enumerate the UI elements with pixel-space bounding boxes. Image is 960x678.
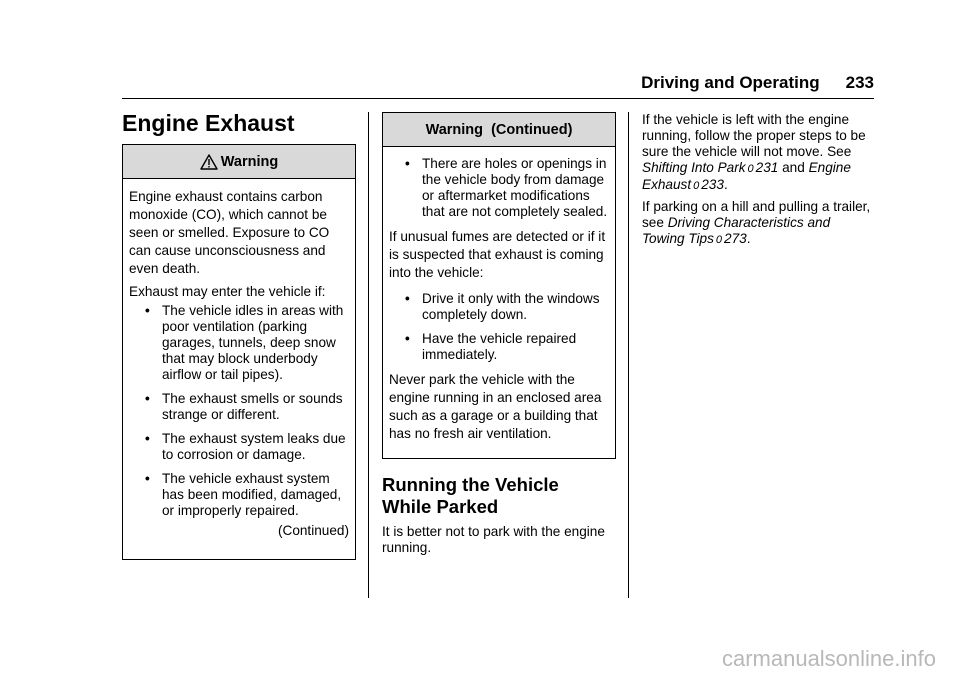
ref-arrow-icon: 0	[715, 234, 723, 246]
header-section-title: Driving and Operating	[641, 73, 820, 92]
title-line-1: Running the Vehicle	[382, 474, 559, 495]
bullet-text: The exhaust smells or sounds strange or different.	[162, 391, 343, 422]
list-item	[389, 156, 609, 220]
p2-text: If parking on a hill and pulling a trailer, see	[642, 199, 871, 230]
warning-continued-para2: Never park the vehicle with the engine running in an enclosed area such as a garage or a building that has no fresh air ventilation.	[389, 372, 602, 441]
ref-arrow-icon: 0	[747, 163, 754, 175]
warning-header	[123, 145, 355, 179]
bullet-dot: •	[405, 291, 410, 306]
bullet-text: The vehicle idles in areas with poor ventilation (parking garages, tunnels, deep snow that may block underbody airflow or tail pipes).	[162, 303, 344, 382]
continued-label: (Continued)	[277, 523, 349, 538]
ref-title: Engine Exhaust	[642, 160, 851, 192]
warning-continued-header	[383, 113, 615, 147]
list-item	[129, 471, 349, 519]
bullet-text: Drive it only with the windows completely down.	[422, 291, 600, 322]
list-item	[129, 391, 349, 423]
title-line-2: While Parked	[382, 496, 499, 517]
bullet-dot: •	[145, 303, 150, 318]
p1-text: If the vehicle is left with the engine running, follow the proper steps to be sure the vehicle will not move. See	[642, 112, 866, 159]
warning-lead: Exhaust may enter the vehicle if:	[129, 284, 326, 299]
column3-paragraph-2	[642, 199, 874, 248]
warning-heading: Warning	[220, 153, 279, 170]
column3-paragraph-1	[642, 112, 874, 194]
bullet-text: The exhaust system leaks due to corrosion or damage.	[162, 431, 346, 462]
list-item	[129, 303, 349, 383]
ref-page: 233	[701, 177, 724, 192]
list-item	[129, 431, 349, 463]
warning-continued-para1: If unusual fumes are detected or if it is suspected that exhaust is coming into the vehicle:	[389, 229, 606, 280]
header-rule	[122, 98, 874, 99]
bullet-text: The vehicle exhaust system has been modified, damaged, or improperly repaired.	[162, 471, 342, 518]
running-parked-text: It is better not to park with the engine running.	[382, 524, 605, 555]
ref-arrow-icon: 0	[693, 180, 700, 192]
list-item	[389, 291, 609, 323]
column-divider-2	[628, 112, 629, 598]
link-shifting-into-park[interactable]	[642, 160, 778, 175]
warning-intro: Engine exhaust contains carbon monoxide (CO), which cannot be seen or smelled. Exposure to CO can cause unconsciousness and even death.	[129, 189, 330, 276]
section-title-running-parked	[382, 474, 559, 518]
link-driving-characteristics[interactable]	[642, 215, 830, 246]
list-item	[389, 331, 609, 363]
column-divider-1	[368, 112, 369, 598]
ref-title: Shifting Into Park	[642, 160, 746, 175]
watermark: carmanualsonline.info	[721, 646, 936, 671]
period: .	[723, 177, 728, 192]
warning-continued-heading: Warning (Continued)	[425, 121, 573, 138]
section-title-engine-exhaust: Engine Exhaust	[122, 110, 295, 136]
warning-continued-bullets-a	[389, 156, 609, 220]
bullet-dot: •	[145, 431, 150, 446]
page-number: 233	[845, 73, 874, 92]
warning-box	[122, 144, 356, 560]
ref-page: 231	[755, 160, 779, 175]
page-header	[122, 72, 874, 94]
ref-title: Driving Characteristics and Towing Tips	[642, 215, 831, 246]
warning-triangle-icon	[200, 154, 218, 170]
bullet-text: There are holes or openings in the vehicle body from damage or aftermarket modifications that are not completely sealed.	[422, 156, 608, 219]
bullet-dot: •	[405, 156, 410, 171]
ref-page: 273	[724, 231, 747, 246]
warning-continued-bullets-b	[389, 291, 609, 363]
bullet-dot: •	[405, 331, 410, 346]
bullet-text: Have the vehicle repaired immediately.	[422, 331, 577, 362]
warning-continued-box	[382, 112, 616, 459]
p1-and: and	[782, 160, 805, 175]
warning-bullet-list	[129, 303, 349, 519]
period: .	[746, 231, 751, 246]
bullet-dot: •	[145, 391, 150, 406]
bullet-dot: •	[145, 471, 150, 486]
